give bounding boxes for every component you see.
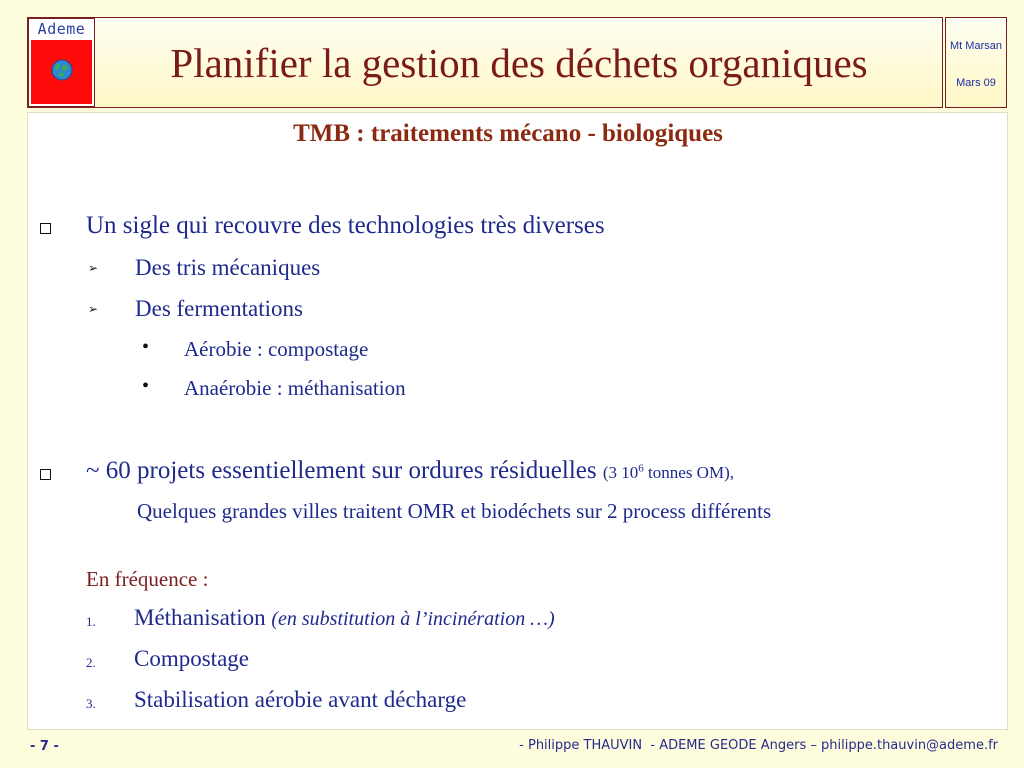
page-title: Planifier la gestion des déchets organiques <box>170 39 868 86</box>
subsub-aerobie: Aérobie : compostage <box>184 337 369 361</box>
square-bullet-icon <box>40 469 51 480</box>
bullet-projets-tonnage: (3 $10^6$ tonnes OM), <box>602 462 734 482</box>
list-number: 2. <box>86 655 96 670</box>
bullet-projets-main: ~ 60 projets essentiellement sur ordures résiduelles <box>86 457 597 484</box>
page-number: - 7 - <box>30 739 59 754</box>
event-date: Mars 09 <box>956 77 996 89</box>
logo-red-square <box>31 40 92 104</box>
sub-bullet-tris: Des tris mécaniques <box>135 255 321 280</box>
bullet-technologies: Un sigle qui recouvre des technologies très diverses <box>86 212 605 239</box>
subsub-anaerobie: Anaérobie : méthanisation <box>184 376 406 400</box>
event-location: Mt Marsan <box>950 40 1002 52</box>
footer <box>0 731 1024 768</box>
dot-bullet-icon: • <box>142 336 150 358</box>
projets-continuation: Quelques grandes villes traitent OMR et biodéchets sur 2 process différents <box>137 499 772 523</box>
slide-subtitle: TMB : traitements mécano - biologiques <box>293 120 723 147</box>
globe-icon <box>51 59 73 81</box>
freq-item-note: (en substitution à l’incinération …) <box>271 608 555 630</box>
sub-bullet-fermentations: Des fermentations <box>135 296 303 321</box>
list-number: 1. <box>86 614 96 629</box>
ademe-logo <box>28 18 95 107</box>
event-box <box>945 17 1007 108</box>
frequency-label: En fréquence : <box>86 567 209 591</box>
square-bullet-icon <box>40 223 51 234</box>
arrow-bullet-icon: ➢ <box>88 261 99 275</box>
content-area <box>27 112 1008 730</box>
footer-credits: - Philippe THAUVIN - ADEME GEODE Angers – philippe.thauvin@ademe.fr <box>519 738 998 753</box>
logo-text: Ademe <box>37 20 86 38</box>
freq-item-stabilisation: Stabilisation aérobie avant décharge <box>134 687 467 712</box>
dot-bullet-icon: • <box>142 375 150 397</box>
arrow-bullet-icon: ➢ <box>88 302 99 316</box>
freq-item-compostage: Compostage <box>134 646 249 671</box>
bullet-projets <box>86 457 734 485</box>
list-number: 3. <box>86 696 96 711</box>
freq-item-methanisation: Méthanisation (en substitution à l’incinération …) <box>134 605 555 630</box>
